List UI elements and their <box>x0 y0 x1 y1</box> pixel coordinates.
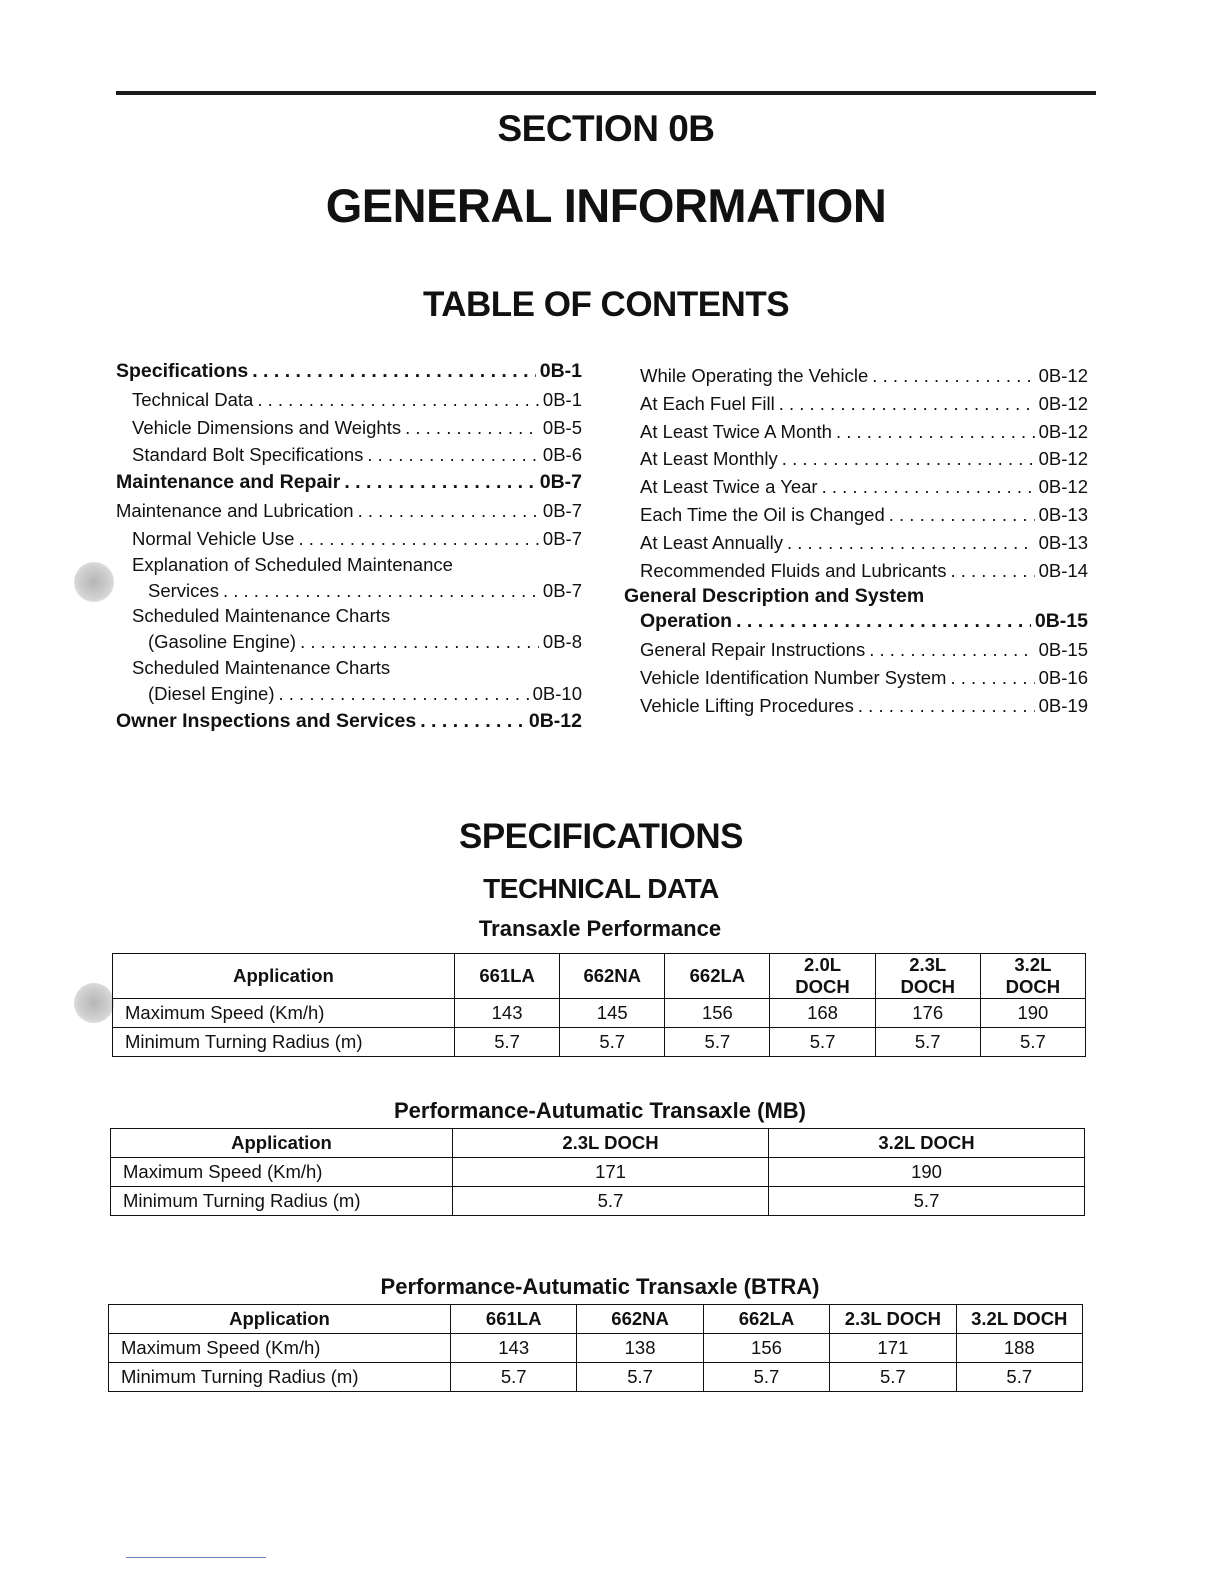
table-cell: 5.7 <box>560 1028 665 1057</box>
leader-dots <box>278 680 528 708</box>
toc-entry[interactable] <box>624 445 1088 473</box>
toc-entry-label: Operation <box>640 610 733 633</box>
toc-page-number: 0B-7 <box>539 471 582 494</box>
toc-entry-label: Services <box>148 579 219 601</box>
toc-entry-label: Owner Inspections and Services <box>116 709 417 732</box>
toc-page-number: 0B-5 <box>542 416 582 438</box>
binder-hole-mark <box>74 562 114 602</box>
toc-entry-label: Each Time the Oil is Changed <box>640 503 885 525</box>
table-cell: 5.7 <box>665 1028 770 1057</box>
toc-page-number: 0B-14 <box>1038 559 1088 581</box>
table-cell: 5.7 <box>455 1028 560 1057</box>
toc-entry-label: Scheduled Maintenance Charts <box>132 605 391 627</box>
column-header: 662LA <box>703 1305 829 1334</box>
toc-entry-label: Standard Bolt Specifications <box>132 444 364 466</box>
column-header: 2.3L DOCH <box>875 954 980 999</box>
binder-hole-mark <box>74 983 114 1023</box>
technical-data-heading: TECHNICAL DATA <box>483 873 719 904</box>
leader-dots <box>367 441 539 469</box>
toc-page-number: 0B-8 <box>542 631 582 653</box>
column-header: Application <box>109 1305 451 1334</box>
toc-entry[interactable] <box>116 386 582 414</box>
table-cell: 143 <box>455 999 560 1028</box>
table-cell: 171 <box>453 1158 769 1187</box>
table-cell: 188 <box>956 1334 1082 1363</box>
toc-entry-label: Recommended Fluids and Lubricants <box>640 559 947 581</box>
leader-dots <box>822 473 1035 501</box>
table-header-row <box>111 1129 1085 1158</box>
table-row <box>113 1028 1086 1057</box>
leader-dots <box>344 469 535 497</box>
toc-entry-label: Scheduled Maintenance Charts <box>132 657 391 679</box>
toc-entry-label: At Least Twice A Month <box>640 420 832 442</box>
table-row <box>111 1187 1085 1216</box>
leader-dots <box>300 628 539 656</box>
toc-page-number: 0B-13 <box>1038 531 1088 553</box>
toc-entry-label: Vehicle Identification Number System <box>640 666 947 688</box>
toc-page-number: 0B-12 <box>528 709 582 732</box>
table-caption: Performance-Autumatic Transaxle (MB) <box>394 1098 806 1123</box>
leader-dots <box>779 390 1035 418</box>
leader-dots <box>787 529 1035 557</box>
table-row <box>113 999 1086 1028</box>
leader-dots <box>252 358 536 386</box>
toc-entry[interactable] <box>116 358 582 386</box>
toc-page-number: 0B-10 <box>532 683 582 705</box>
toc-page-number: 0B-1 <box>542 388 582 410</box>
leader-dots <box>223 577 539 605</box>
leader-dots <box>872 362 1034 390</box>
leader-dots <box>358 497 539 525</box>
column-header: 662NA <box>577 1305 703 1334</box>
toc-page-number: 0B-15 <box>1038 639 1088 661</box>
leader-dots <box>858 692 1035 720</box>
toc-entry[interactable] <box>116 708 582 736</box>
table-cell: 5.7 <box>453 1187 769 1216</box>
toc-left-column <box>116 358 582 736</box>
toc-page-number: 0B-7 <box>542 499 582 521</box>
table-cell: 5.7 <box>769 1187 1085 1216</box>
btra-transaxle-table <box>108 1304 1083 1392</box>
table-cell: 5.7 <box>577 1363 703 1392</box>
table-cell: 5.7 <box>980 1028 1085 1057</box>
toc-entry-label: Maintenance and Lubrication <box>116 499 354 521</box>
toc-entry[interactable] <box>116 414 582 442</box>
toc-page-number: 0B-6 <box>542 444 582 466</box>
toc-entry[interactable] <box>624 501 1088 529</box>
toc-entry[interactable] <box>116 577 582 605</box>
leader-dots <box>420 708 525 736</box>
toc-entry-label: At Least Annually <box>640 531 783 553</box>
leader-dots <box>950 557 1034 585</box>
table-cell: 190 <box>980 999 1085 1028</box>
column-header: 662LA <box>665 954 770 999</box>
toc-entry-label: (Gasoline Engine) <box>148 631 297 653</box>
toc-page-number: 0B-7 <box>542 527 582 549</box>
leader-dots <box>298 525 538 553</box>
table-row <box>109 1363 1083 1392</box>
toc-heading: TABLE OF CONTENTS <box>422 285 790 324</box>
specifications-heading: SPECIFICATIONS <box>458 817 744 856</box>
mb-transaxle-table <box>110 1128 1085 1216</box>
column-header: Application <box>111 1129 453 1158</box>
toc-entry[interactable] <box>624 529 1088 557</box>
table-cell: 5.7 <box>451 1363 577 1392</box>
toc-page-number: 0B-12 <box>1038 365 1088 386</box>
table-cell: 5.7 <box>956 1363 1082 1392</box>
toc-entry[interactable] <box>624 664 1088 692</box>
table-cell: 145 <box>560 999 665 1028</box>
table-cell: 143 <box>451 1334 577 1363</box>
toc-page-number: 0B-12 <box>1038 420 1088 442</box>
transaxle-performance-table <box>112 953 1086 1057</box>
toc-entry[interactable] <box>624 557 1088 585</box>
row-label: Minimum Turning Radius (m) <box>113 1028 455 1057</box>
leader-dots <box>950 664 1034 692</box>
toc-entry-label: General Description and System <box>624 585 925 608</box>
toc-entry[interactable] <box>624 692 1088 720</box>
column-header: 3.2L DOCH <box>980 954 1085 999</box>
top-rule <box>116 91 1096 95</box>
leader-dots <box>736 608 1031 636</box>
toc-page-number: 0B-15 <box>1034 610 1088 633</box>
toc-page-number: 0B-19 <box>1038 694 1088 716</box>
toc-entry-label: At Least Monthly <box>640 448 778 470</box>
toc-entry-label: Maintenance and Repair <box>116 471 341 494</box>
toc-entry-label: Specifications <box>116 360 249 382</box>
leader-dots <box>782 445 1035 473</box>
column-header: 2.0L DOCH <box>770 954 875 999</box>
toc-entry[interactable] <box>116 441 582 469</box>
toc-entry-label: Vehicle Dimensions and Weights <box>132 416 402 438</box>
table-cell: 190 <box>769 1158 1085 1187</box>
toc-entry[interactable] <box>116 525 582 553</box>
toc-entry[interactable] <box>624 608 1088 636</box>
table-cell: 156 <box>703 1334 829 1363</box>
table-cell: 5.7 <box>703 1363 829 1392</box>
table-cell: 5.7 <box>830 1363 956 1392</box>
toc-entry[interactable] <box>116 680 582 708</box>
table-cell: 156 <box>665 999 770 1028</box>
leader-dots <box>869 636 1034 664</box>
row-label: Minimum Turning Radius (m) <box>109 1363 451 1392</box>
leader-dots <box>405 414 539 442</box>
column-header: Application <box>113 954 455 999</box>
column-header: 2.3L DOCH <box>830 1305 956 1334</box>
toc-entry-label: Explanation of Scheduled Maintenance <box>132 553 453 575</box>
table-caption: Transaxle Performance <box>478 916 722 941</box>
toc-entry-label: Vehicle Lifting Procedures <box>640 694 854 716</box>
column-header: 661LA <box>455 954 560 999</box>
table-cell: 5.7 <box>770 1028 875 1057</box>
table-header-row <box>109 1305 1083 1334</box>
toc-entry[interactable] <box>624 636 1088 664</box>
toc-page-number: 0B-12 <box>1038 448 1088 470</box>
column-header: 2.3L DOCH <box>453 1129 769 1158</box>
toc-page-number: 0B-1 <box>539 360 582 382</box>
leader-dots <box>836 418 1035 446</box>
toc-entry[interactable] <box>624 390 1088 418</box>
toc-page-number: 0B-13 <box>1038 503 1088 525</box>
toc-entry[interactable] <box>116 469 582 497</box>
toc-page-number: 0B-16 <box>1038 666 1088 688</box>
toc-entry-label: General Repair Instructions <box>640 639 866 661</box>
table-caption: Performance-Autumatic Transaxle (BTRA) <box>380 1274 820 1299</box>
row-label: Maximum Speed (Km/h) <box>113 999 455 1028</box>
leader-dots <box>257 386 539 414</box>
section-label: SECTION 0B <box>497 108 715 149</box>
table-row <box>111 1158 1085 1187</box>
row-label: Minimum Turning Radius (m) <box>111 1187 453 1216</box>
toc-entry-label: Technical Data <box>132 388 254 410</box>
toc-entry-label: At Least Twice a Year <box>640 476 818 498</box>
row-label: Maximum Speed (Km/h) <box>109 1334 451 1363</box>
table-cell: 176 <box>875 999 980 1028</box>
row-label: Maximum Speed (Km/h) <box>111 1158 453 1187</box>
toc-entry[interactable] <box>624 418 1088 446</box>
toc-entry-label: While Operating the Vehicle <box>640 365 869 386</box>
toc-entry-label: At Each Fuel Fill <box>640 392 775 414</box>
toc-entry[interactable] <box>624 362 1088 390</box>
toc-page-number: 0B-7 <box>542 579 582 601</box>
toc-entry-label: Normal Vehicle Use <box>132 527 295 549</box>
table-cell: 168 <box>770 999 875 1028</box>
column-header: 3.2L DOCH <box>956 1305 1082 1334</box>
toc-right-column <box>624 362 1088 720</box>
toc-page-number: 0B-12 <box>1038 392 1088 414</box>
page-title: GENERAL INFORMATION <box>325 179 887 232</box>
table-cell: 5.7 <box>875 1028 980 1057</box>
toc-entry[interactable] <box>624 473 1088 501</box>
toc-entry-label: (Diesel Engine) <box>148 683 275 705</box>
table-cell: 171 <box>830 1334 956 1363</box>
toc-page-number: 0B-12 <box>1038 476 1088 498</box>
table-cell: 138 <box>577 1334 703 1363</box>
leader-dots <box>889 501 1035 529</box>
footer-rule <box>126 1557 266 1558</box>
toc-entry[interactable] <box>116 628 582 656</box>
column-header: 662NA <box>560 954 665 999</box>
table-row <box>109 1334 1083 1363</box>
column-header: 3.2L DOCH <box>769 1129 1085 1158</box>
toc-entry[interactable] <box>116 497 582 525</box>
column-header: 661LA <box>451 1305 577 1334</box>
table-header-row <box>113 954 1086 999</box>
